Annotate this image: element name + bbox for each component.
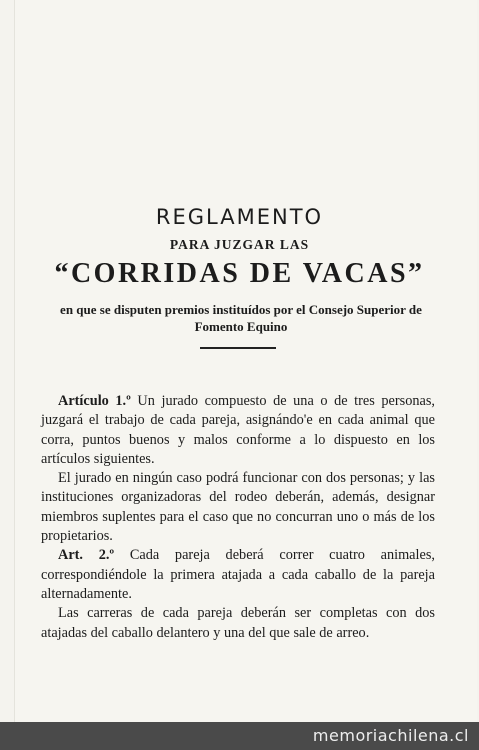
title-reglamento: REGLAMENTO bbox=[155, 205, 324, 229]
article-text: Un jurado compuesto de una o de tres personas, juzgará el trabajo de cada pareja, asignándo'e en cada animal que corra, puntos buenos y malos conforme a lo dispuesto en los artículos siguientes. bbox=[41, 393, 435, 467]
article-text: Cada pareja deberá correr cuatro animales, correspondiéndole la primera atajada a cada caballo de la pareja alternadamente. bbox=[41, 547, 435, 602]
article-label: Art. 2.º bbox=[58, 547, 115, 564]
footer-bar bbox=[0, 722, 479, 750]
paragraph-article-2-cont bbox=[41, 604, 435, 643]
paragraph-article-1 bbox=[41, 392, 435, 469]
article-label: Artículo 1.º bbox=[58, 393, 131, 409]
title-divider bbox=[200, 347, 276, 349]
title-corridas: “CORRIDAS DE VACAS” bbox=[54, 258, 425, 289]
watermark-text[interactable]: memoriachilena.cl bbox=[312, 726, 469, 745]
article-text: Las carreras de cada pareja deberán ser completas con dos atajadas del caballo delantero y una del que sale de arreo. bbox=[41, 605, 435, 641]
subtitle: en que se disputen premios instituídos por el Consejo Superior de Fomento Equino bbox=[60, 302, 422, 334]
paragraph-article-2 bbox=[41, 546, 435, 604]
article-body bbox=[41, 392, 435, 643]
paragraph-article-1-cont bbox=[41, 469, 435, 546]
title-para-juzgar: PARA JUZGAR LAS bbox=[169, 237, 310, 252]
article-text: El jurado en ningún caso podrá funcionar con dos personas; y las instituciones organizadoras del rodeo deberán, además, designar miembros suplentes para el caso que no concurran uno o más de los propietarios. bbox=[41, 470, 435, 545]
